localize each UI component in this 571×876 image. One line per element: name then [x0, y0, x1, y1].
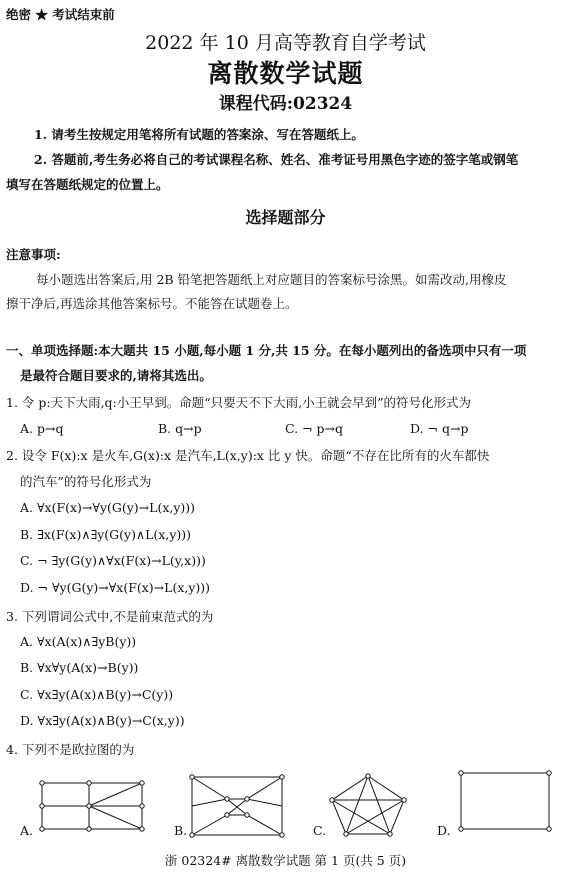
q1-option-a: A. p→q [20, 421, 64, 436]
q4-option-d-label: D. [437, 823, 451, 838]
q3-option-c: C. ∀x∃y(A(x)∧B(y)→C(y)) [20, 687, 174, 702]
q4-graph-a [36, 778, 148, 834]
q1-option-c: C. ¬ p→q [285, 421, 343, 436]
q4-graph-d [456, 768, 554, 834]
q1-option-d: D. ¬ q→p [410, 421, 469, 436]
section-title: 选择题部分 [245, 208, 326, 227]
subject-title: 离散数学试题 [207, 59, 364, 88]
q2-option-d: D. ¬ ∀y(G(y)→∀x(F(x)→L(x,y))) [20, 580, 211, 595]
q2-option-c: C. ¬ ∃y(G(y)∧∀x(F(x)→L(y,x))) [20, 553, 206, 568]
q3-option-a: A. ∀x(A(x)∧∃yB(y)) [20, 634, 137, 649]
question-4-stem: 4. 下列不是欧拉图的为 [6, 742, 135, 757]
exam-title: 2022 年 10 月高等教育自学考试 [145, 32, 426, 54]
q4-option-b-label: B. [174, 823, 188, 838]
question-2-stem-cont: 的汽车”的符号化形式为 [20, 474, 152, 489]
q2-option-a: A. ∀x(F(x)→∀y(G(y)→L(x,y))) [20, 500, 196, 515]
q3-option-b: B. ∀x∀y(A(x)→B(y)) [20, 660, 139, 675]
q4-graph-b [187, 772, 287, 840]
instruction-2-cont: 填写在答题纸规定的位置上。 [6, 177, 169, 192]
q2-option-b: B. ∃x(F(x)∧∃y(G(y)∧L(x,y))) [20, 527, 192, 542]
question-3-stem: 3. 下列谓词公式中,不是前束范式的为 [6, 609, 214, 624]
confidential-mark: 绝密 ★ 考试结束前 [6, 7, 115, 22]
course-code: 课程代码:02324 [218, 94, 353, 114]
notice-label: 注意事项: [6, 247, 61, 262]
instruction-2: 2. 答题前,考生务必将自己的考试课程名称、姓名、准考证号用黑色字迹的签字笔或钢笔 [34, 152, 519, 167]
page-footer: 浙 02324# 离散数学试题 第 1 页(共 5 页) [164, 853, 407, 868]
q4-option-c-label: C. [313, 823, 327, 838]
part1-heading: 一、单项选择题:本大题共 15 小题,每小题 1 分,共 15 分。在每小题列出的备选项中只有一项 [6, 343, 527, 358]
q4-graph-c [328, 772, 408, 838]
notice-line-2: 擦干净后,再选涂其他答案标号。不能答在试题卷上。 [6, 296, 298, 311]
q3-option-d: D. ∀x∃y(A(x)∧B(y)→C(x,y)) [20, 713, 185, 728]
part1-heading-cont: 是最符合题目要求的,请将其选出。 [20, 368, 212, 383]
question-2-stem: 2. 设令 F(x):x 是火车,G(x):x 是汽车,L(x,y):x 比 y 快。命题“不存在比所有的火车都快 [6, 448, 490, 463]
q1-option-b: B. q→p [158, 421, 202, 436]
instruction-1: 1. 请考生按规定用笔将所有试题的答案涂、写在答题纸上。 [34, 127, 364, 142]
notice-line-1: 每小题选出答案后,用 2B 铅笔把答题纸上对应题目的答案标号涂黑。如需改动,用橡皮 [36, 272, 507, 287]
q4-option-a-label: A. [20, 823, 34, 838]
question-1-stem: 1. 令 p:天下大雨,q:小王早到。命题“只要天不下大雨,小王就会早到”的符号化形式为 [6, 395, 472, 410]
